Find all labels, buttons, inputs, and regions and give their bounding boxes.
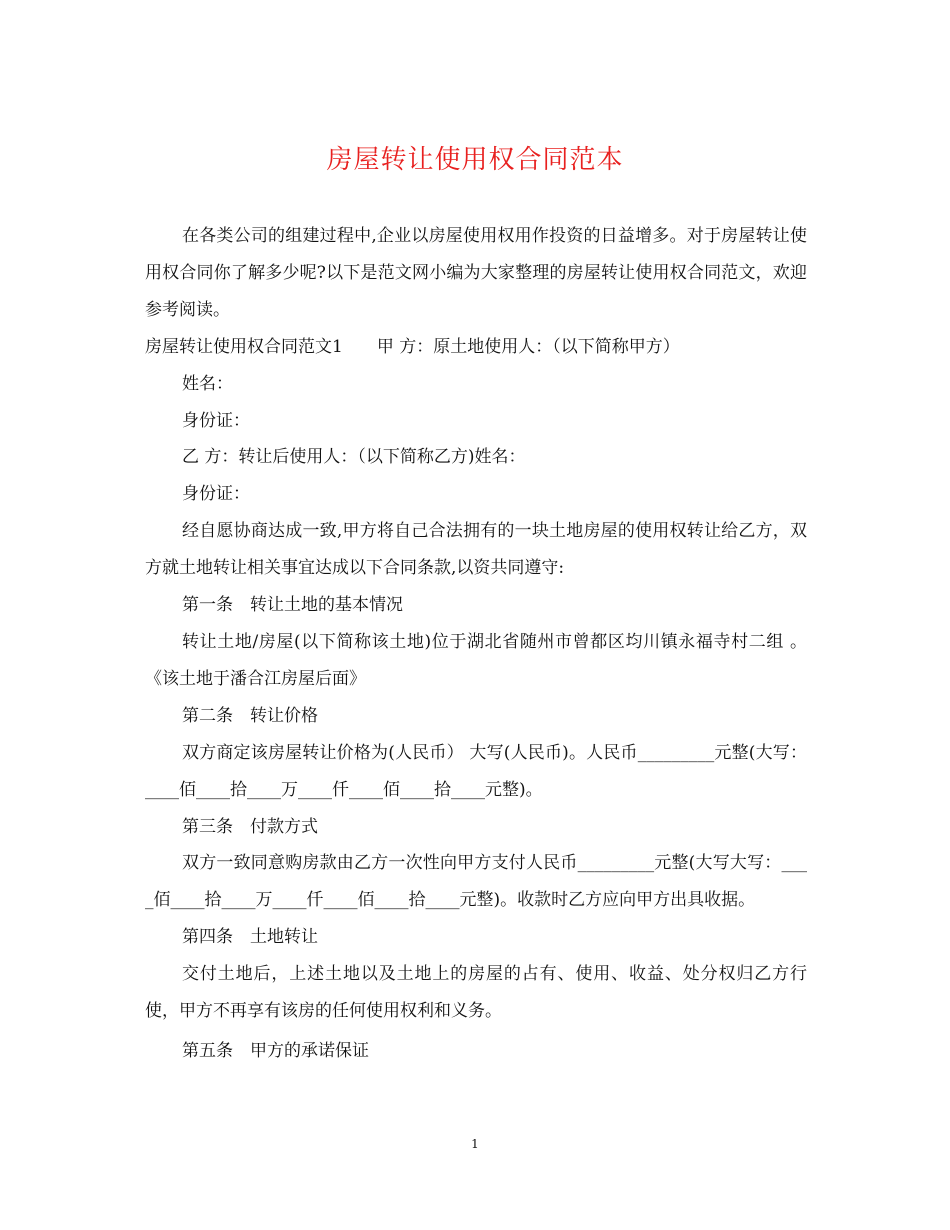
article-4-text: 交付土地后，上述土地以及土地上的房屋的占有、使用、收益、处分权归乙方行使，甲方不再享有该房的任何使用权利和义务。 <box>145 964 807 1022</box>
article-4-heading: 第四条 土地转让 <box>182 927 318 948</box>
article-1-text: 转让土地/房屋(以下简称该土地)位于湖北省随州市曾都区均川镇永福寺村二组 。《该土地于潘合江房屋后面》 <box>145 631 807 689</box>
party-b-line: 乙 方：转让后使用人：（以下简称乙方)姓名： <box>182 447 526 468</box>
article-3-text: 双方一致同意购房款由乙方一次性向甲方支付人民币_________元整(大写大写：____佰____拾____万____仟____佰____拾____元整)。收款时乙方应向甲方出具收据。 <box>145 853 807 911</box>
article-2-heading: 第二条 转让价格 <box>182 705 318 726</box>
party-b-id-field: 身份证： <box>182 484 250 505</box>
document-title: 房屋转让使用权合同范本 <box>326 145 624 175</box>
party-a-name-field: 姓名： <box>182 373 233 394</box>
article-1-heading: 第一条 转让土地的基本情况 <box>182 595 403 616</box>
party-a-id-field: 身份证： <box>182 410 250 431</box>
contract-heading-party-a: 房屋转让使用权合同范文1 甲 方：原土地使用人：（以下简称甲方） <box>145 336 680 357</box>
article-3-heading: 第三条 付款方式 <box>182 816 318 837</box>
agreement-preamble: 经自愿协商达成一致,甲方将自己合法拥有的一块土地房屋的使用权转让给乙方，双方就土地转让相关事宜达成以下合同条款,以资共同遵守: <box>145 521 807 579</box>
article-5-heading: 第五条 甲方的承诺保证 <box>182 1040 369 1061</box>
document-body <box>145 218 807 1070</box>
intro-paragraph: 在各类公司的组建过程中,企业以房屋使用权用作投资的日益增多。对于房屋转让使用权合同你了解多少呢?以下是范文网小编为大家整理的房屋转让使用权合同范文，欢迎参考阅读。 <box>145 226 807 320</box>
article-2-text: 双方商定该房屋转让价格为(人民币） 大写(人民币)。人民币_________元整(大写：____佰____拾____万____仟____佰____拾____元整)。 <box>145 742 807 800</box>
page-number: 1 <box>471 1137 479 1151</box>
